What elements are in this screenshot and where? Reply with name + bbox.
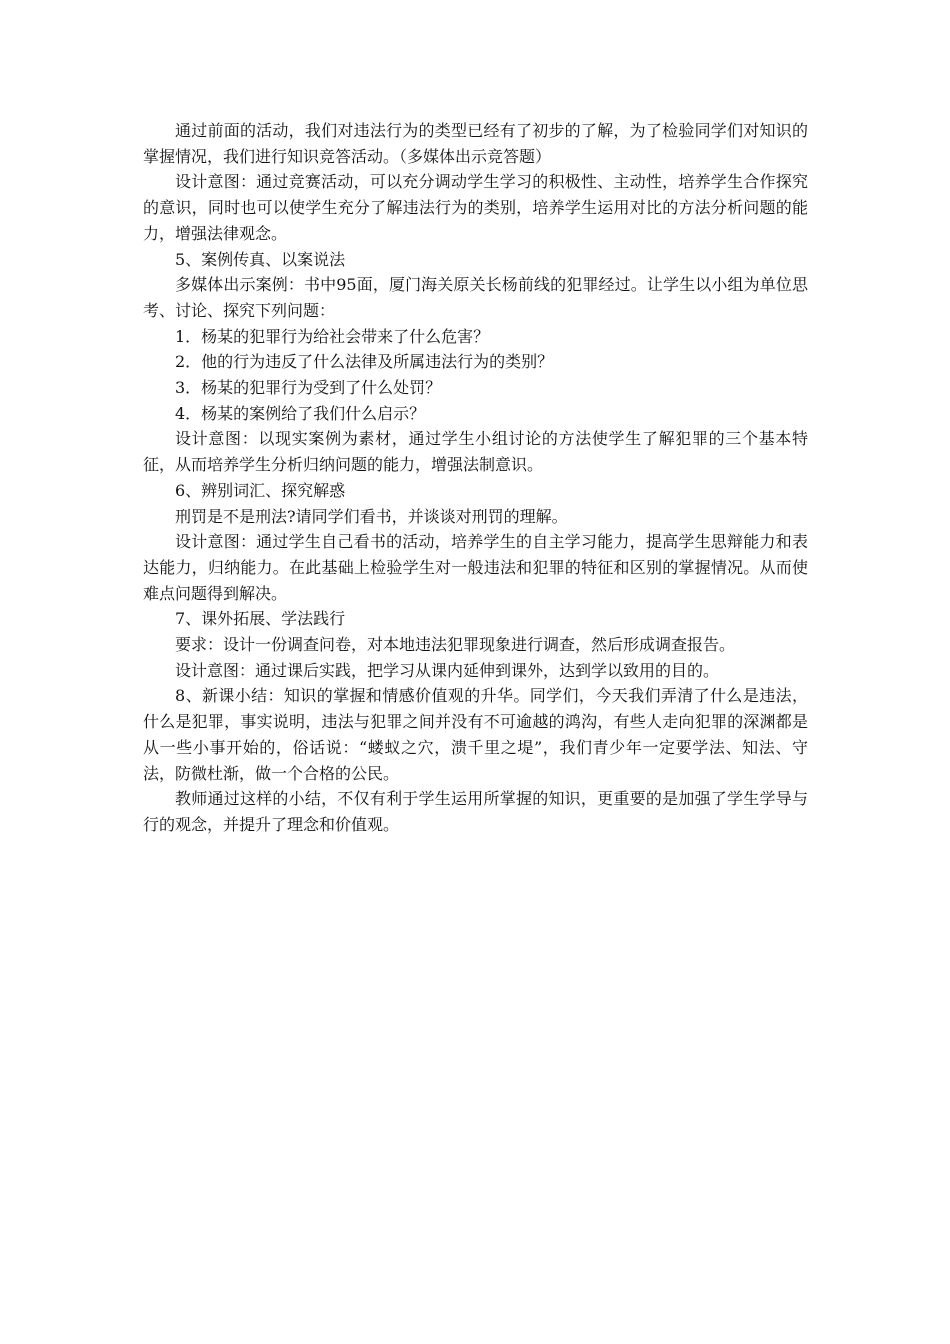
section-heading-5: 5、案例传真、以案说法 — [175, 249, 346, 269]
paragraph-design-intent-3: 设计意图：通过学生自己看书的活动，培养学生的自主学习能力，提高学生思辩能力和表达能力，归纳能力。在此基础上检验学生对一般违法和犯罪的特征和区别的掌握情况。从而使难点问题得到解决。 — [143, 532, 808, 603]
question-item-1: 1．杨某的犯罪行为给社会带来了什么危害？ — [175, 326, 490, 346]
paragraph-quiz-intro: 通过前面的活动，我们对违法行为的类型已经有了初步的了解，为了检验同学们对知识的掌握情况，我们进行知识竞答活动。（多媒体出示竞答题） — [143, 121, 808, 166]
paragraph-design-intent-2: 设计意图：以现实案例为素材，通过学生小组讨论的方法使学生了解犯罪的三个基本特征，从而培养学生分析归纳问题的能力，增强法制意识。 — [143, 429, 808, 475]
paragraph-requirement: 要求：设计一份调查问卷，对本地违法犯罪现象进行调查，然后形成调查报告。 — [175, 635, 736, 655]
document-body — [143, 118, 808, 838]
question-item-2: 2．他的行为违反了什么法律及所属违法行为的类别？ — [175, 352, 554, 372]
section-heading-7: 7、课外拓展、学法践行 — [175, 609, 346, 629]
section-summary-8: 8、新课小结：知识的掌握和情感价值观的升华。同学们，今天我们弄清了什么是违法，什么是犯罪，事实说明，违法与犯罪之间并没有不可逾越的鸿沟，有些人走向犯罪的深渊都是从一些小事开始的，俗话说：“蝼蚁之穴，溃千里之堤”，我们青少年一定要学法、知法、守法，防微杜渐，做一个合格的公民。 — [143, 686, 808, 783]
question-item-4: 4．杨某的案例给了我们什么启示？ — [175, 403, 426, 423]
question-item-3: 3．杨某的犯罪行为受到了什么处罚？ — [175, 378, 442, 398]
paragraph-case-intro: 多媒体出示案例：书中95面，厦门海关原关长杨前线的犯罪经过。让学生以小组为单位思考、讨论、探究下列问题： — [143, 275, 808, 320]
paragraph-teacher-summary: 教师通过这样的小结，不仅有利于学生运用所掌握的知识，更重要的是加强了学生学导与行的观念，并提升了理念和价值观。 — [143, 789, 808, 834]
paragraph-design-intent-4: 设计意图：通过课后实践，把学习从课内延伸到课外，达到学以致用的目的。 — [175, 660, 720, 680]
paragraph-penalty-question: 刑罚是不是刑法?请同学们看书，并谈谈对刑罚的理解。 — [175, 506, 568, 526]
paragraph-design-intent-1: 设计意图：通过竞赛活动，可以充分调动学生学习的积极性、主动性，培养学生合作探究的意识，同时也可以使学生充分了解违法行为的类别，培养学生运用对比的方法分析问题的能力，增强法律观念。 — [143, 172, 808, 243]
section-heading-6: 6、辨别词汇、探究解惑 — [175, 480, 346, 500]
